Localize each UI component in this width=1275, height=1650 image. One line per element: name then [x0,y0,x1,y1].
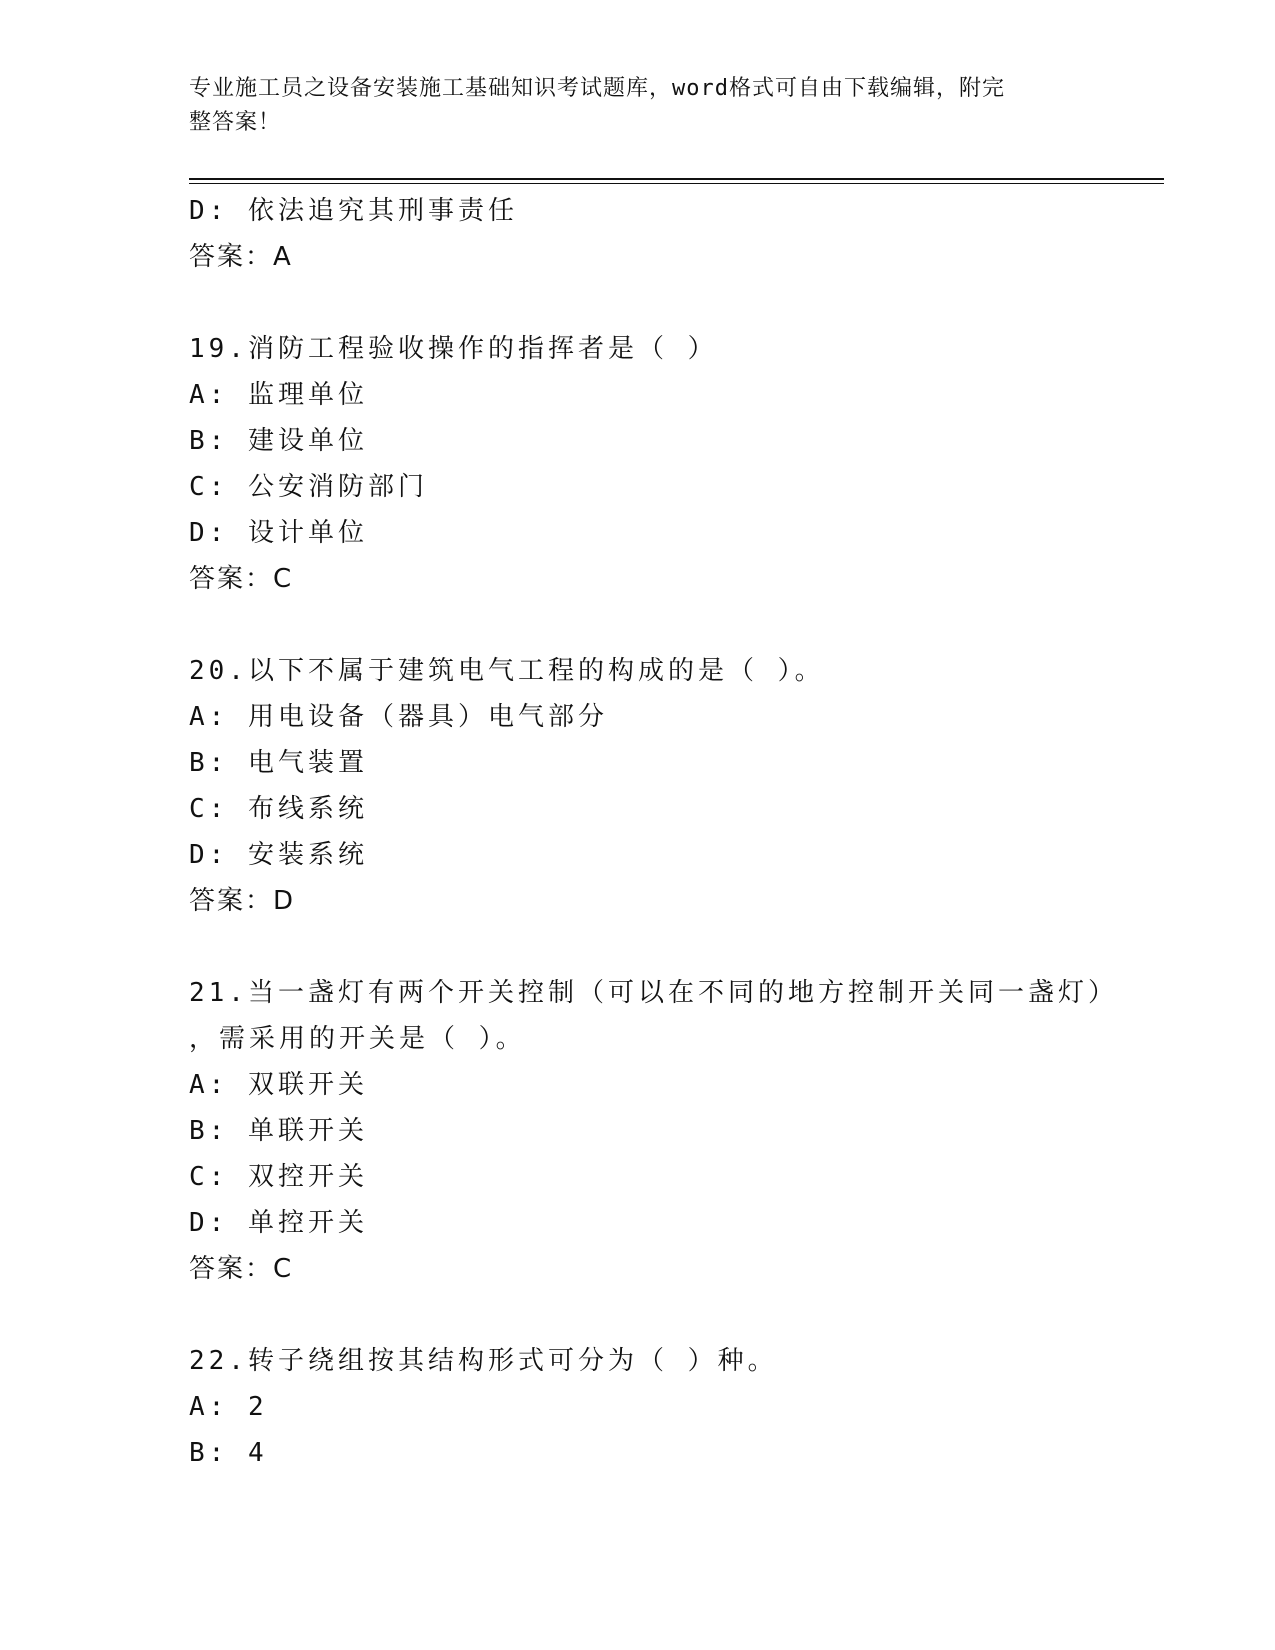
spacer [189,1292,1089,1338]
question-19-stem: 19.消防工程验收操作的指挥者是（ ） [189,334,718,364]
header-divider-thick [189,178,1164,180]
question-19-answer: 答案：C [189,564,294,594]
question-19-option-a: A: 监理单位 [189,380,368,410]
question-19-option-b: B: 建设单位 [189,426,368,456]
question-22-stem: 22.转子绕组按其结构形式可分为（ ）种。 [189,1346,778,1376]
question-21-stem-line-1: 21.当一盏灯有两个开关控制（可以在不同的地方控制开关同一盏灯） [189,978,1118,1008]
question-20-option-c: C: 布线系统 [189,794,368,824]
question-20-option-b: B: 电气装置 [189,748,368,778]
question-22-option-b: B: 4 [189,1438,268,1468]
question-20-option-d: D: 安装系统 [189,840,368,870]
question-21-stem-line-2: ，需采用的开关是（ ）。 [189,1024,526,1054]
question-list [189,188,1118,1476]
question-21-option-c: C: 双控开关 [189,1162,368,1192]
question-20-option-a: A: 用电设备（器具）电气部分 [189,702,608,732]
spacer [189,924,1089,970]
prev-answer: 答案：A [189,242,293,272]
question-21-answer: 答案：C [189,1254,294,1284]
header-divider-thin [189,183,1164,184]
document-header [189,72,1079,140]
prev-option-d: D: 依法追究其刑事责任 [189,196,518,226]
spacer [189,280,1089,326]
question-22-option-a: A: 2 [189,1392,268,1422]
header-line-1: 专业施工员之设备安装施工基础知识考试题库，word格式可自由下载编辑，附完 [189,76,1005,101]
question-21-option-b: B: 单联开关 [189,1116,368,1146]
header-line-2: 整答案！ [189,110,282,135]
question-20-answer: 答案：D [189,886,296,916]
spacer [189,602,1089,648]
question-21-option-d: D: 单控开关 [189,1208,368,1238]
question-19-option-c: C: 公安消防部门 [189,472,428,502]
question-20-stem: 20.以下不属于建筑电气工程的构成的是（ ）。 [189,656,825,686]
question-19-option-d: D: 设计单位 [189,518,368,548]
question-21-option-a: A: 双联开关 [189,1070,368,1100]
